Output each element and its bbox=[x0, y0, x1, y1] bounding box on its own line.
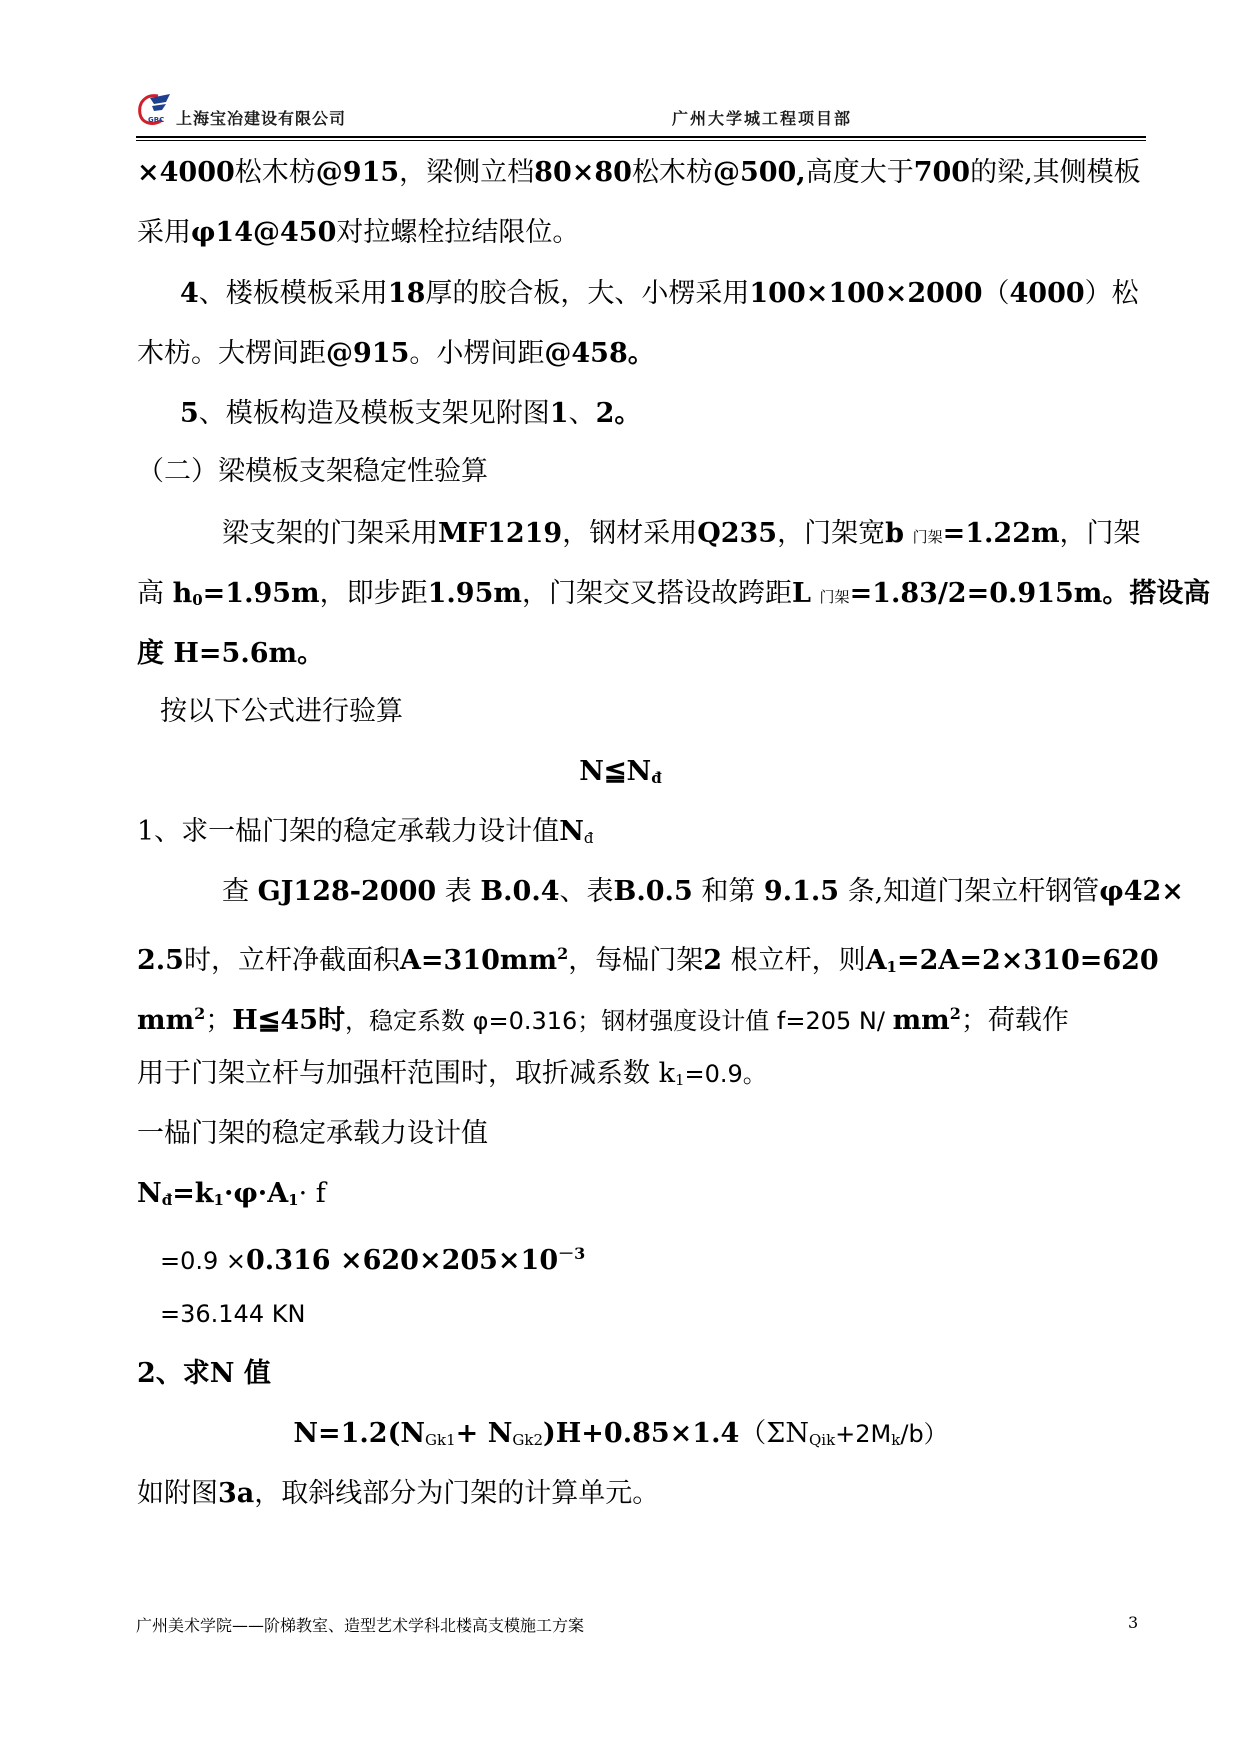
project-name: 广州大学城工程项目部 bbox=[672, 109, 853, 128]
text-line-8: 高 $h_0=1.95m$，即步距1.95m，门架交叉搭设故跨距L 门架=1.83/2=0.915m。搭设高 bbox=[137, 578, 1211, 609]
text-line-2: 采用φ14@450对拉螺栓拉结限位。 bbox=[137, 217, 580, 248]
text-line-3: 4、楼板模板采用18厚的胶合板，大、小楞采用100×100×2000（4000）松 bbox=[180, 278, 1139, 309]
text-line-13: 查 GJ128-2000 表 B.0.4、表B.0.5 和第 9.1.5 条,知道门架立杆钢管φ42× bbox=[222, 876, 1184, 907]
company-logo bbox=[136, 92, 176, 128]
text-line-10: 按以下公式进行验算 bbox=[160, 696, 403, 727]
text-line-17: 一榀门架的稳定承载力设计值 bbox=[137, 1118, 488, 1149]
text-line-16: 用于门架立杆与加强杆范围时，取折减系数 $k_1=0.9$。 bbox=[137, 1058, 767, 1089]
section-heading-2: （二）梁模板支架稳定性验算 bbox=[137, 456, 488, 487]
header-rule bbox=[136, 136, 1146, 141]
svg-text:GBC: GBC bbox=[148, 116, 165, 124]
page-header bbox=[136, 92, 1146, 132]
formula-n: $N=1.2(N_{Gk1}+ N_{Gk2})H+0.85\times 1.4(\Sigma N_{Qik}+2M_k/b)$ bbox=[293, 1418, 948, 1449]
text-line-4: 木枋。大楞间距@915。小楞间距@458。 bbox=[137, 338, 655, 369]
subheading-1: 1、求一榀门架的稳定承载力设计值$N_đ$ bbox=[137, 816, 594, 847]
formula-condition: $N≦N_đ$ bbox=[579, 756, 662, 787]
company-logo-icon bbox=[136, 92, 176, 128]
text-line-9: 度 H=5.6m。 bbox=[137, 638, 325, 669]
text-line-7: 梁支架的门架采用MF1219，钢材采用Q235，门架宽b 门架=1.22m，门架 bbox=[222, 518, 1141, 549]
page-number: 3 bbox=[1128, 1613, 1139, 1632]
text-line-1: ×4000松木枋@915，梁侧立档80×80松木枋@500,高度大于700的梁,其侧模板 bbox=[137, 157, 1141, 188]
text-line-5: 5、模板构造及模板支架见附图1、2。 bbox=[180, 398, 642, 429]
footer-title: 广州美术学院——阶梯教室、造型艺术学科北楼高支模施工方案 bbox=[136, 1616, 585, 1635]
company-name: 上海宝冶建设有限公司 bbox=[176, 109, 347, 128]
text-line-23: 如附图3a，取斜线部分为门架的计算单元。 bbox=[137, 1478, 660, 1509]
formula-nd: $N_đ=k_1\cdot\varphi\cdot A_1\cdot f$ bbox=[137, 1178, 326, 1209]
subheading-2: 2、求N 值 bbox=[137, 1358, 271, 1389]
text-line-14: 2.5时，立杆净截面积$A=310mm^2$，每榀门架2 根立杆，则$A_1=2A=2\times 310=620$ bbox=[137, 944, 1159, 976]
text-line-15: $mm^2$；H≦45时，稳定系数 φ=0.316；钢材强度设计值 f=205 N/ $mm^2$；荷载作 bbox=[137, 1004, 1069, 1036]
formula-nd-calc: $=0.9 \times 0.316 \times 620\times 205\times 10^{-3}$ bbox=[160, 1244, 586, 1276]
formula-nd-result: =36.144 KN bbox=[160, 1300, 306, 1328]
